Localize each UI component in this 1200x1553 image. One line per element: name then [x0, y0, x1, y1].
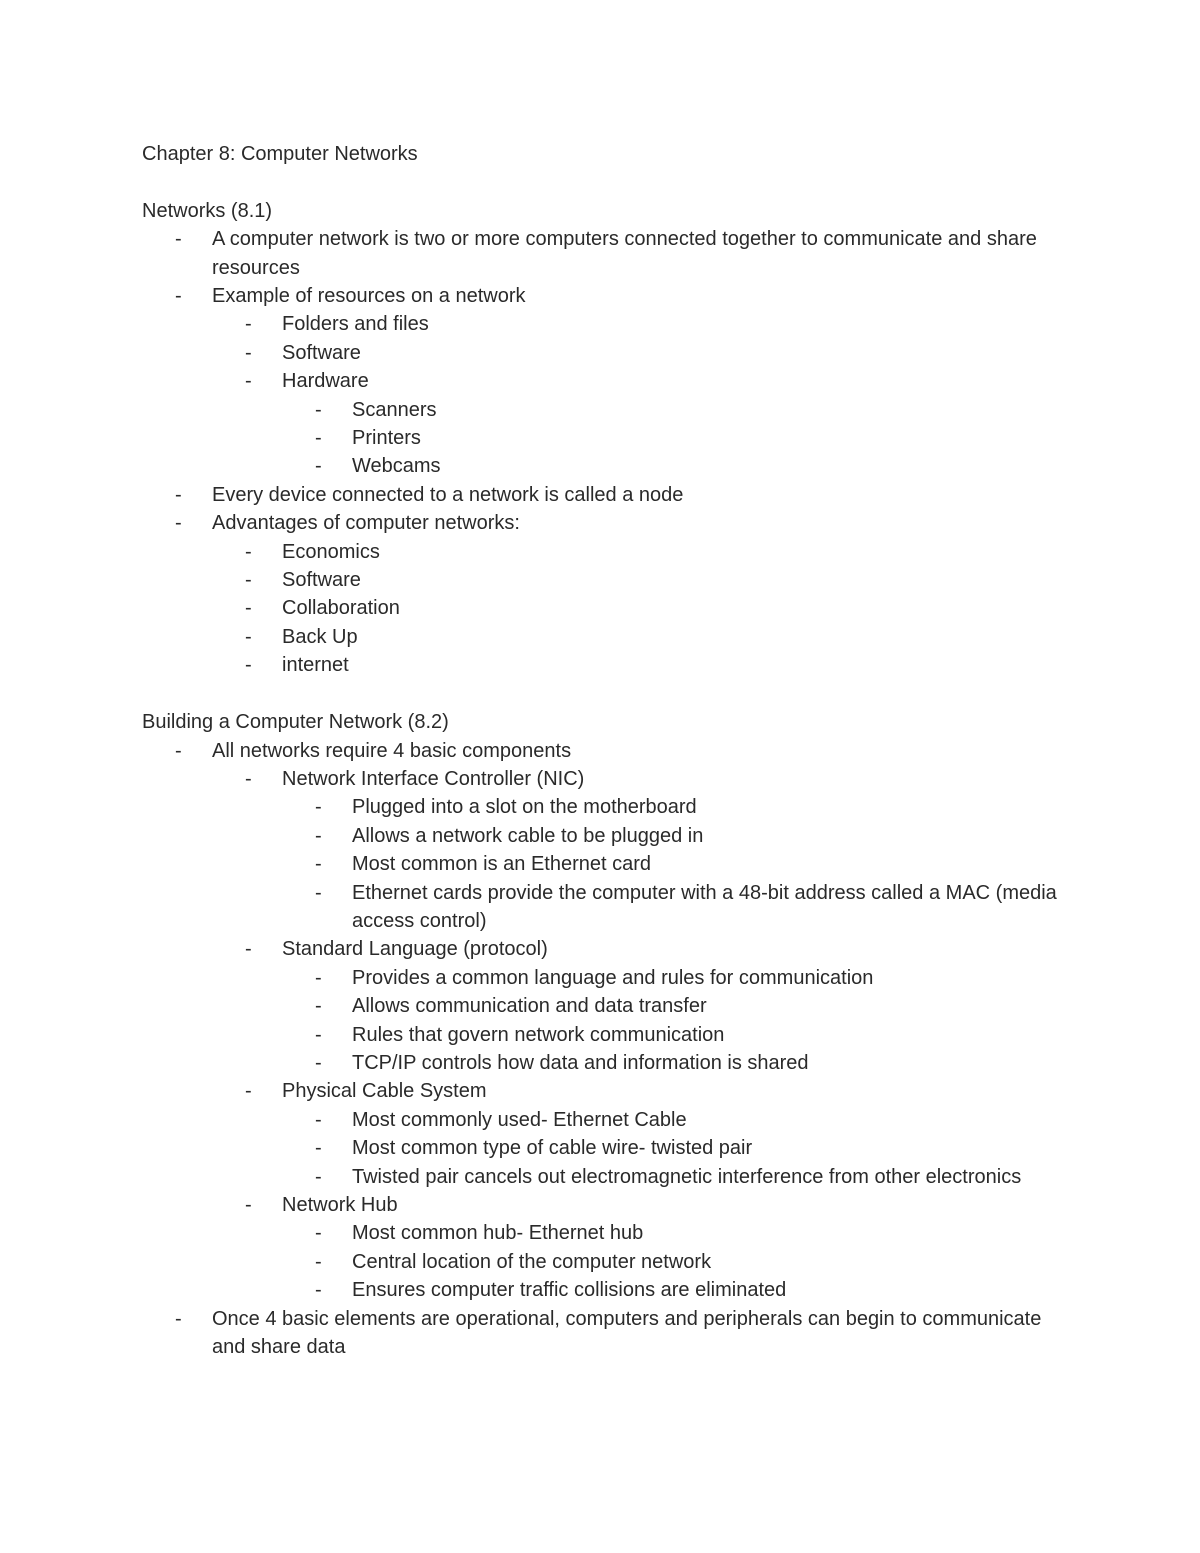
- list-item: [245, 651, 1062, 679]
- dash-bullet: -: [245, 313, 252, 336]
- list-item: [315, 396, 1062, 424]
- dash-bullet: -: [315, 427, 322, 450]
- dash-bullet: -: [245, 597, 252, 620]
- list-item-text: Standard Language (protocol): [282, 938, 548, 961]
- list-item-text: Folders and files: [282, 313, 429, 336]
- list-item: [245, 765, 1062, 935]
- dash-bullet: -: [245, 625, 252, 648]
- list-item-text: Most common hub- Ethernet hub: [352, 1222, 644, 1245]
- list-item: [315, 850, 1062, 878]
- dash-bullet: -: [315, 966, 322, 989]
- list-item-text: Provides a common language and rules for communication: [352, 966, 874, 989]
- list-item: [315, 1049, 1062, 1077]
- bullet-list-level-1: [142, 225, 1062, 680]
- list-item-text: Rules that govern network communication: [352, 1023, 725, 1046]
- list-item-text: internet: [282, 654, 349, 677]
- list-item: [315, 992, 1062, 1020]
- bullet-list-level-3: [282, 964, 1062, 1078]
- dash-bullet: -: [245, 569, 252, 592]
- list-item-text: Printers: [352, 427, 421, 450]
- bullet-list-level-3: [282, 1219, 1062, 1304]
- list-item-text: Physical Cable System: [282, 1080, 487, 1103]
- list-item-text: Advantages of computer networks:: [212, 512, 520, 535]
- list-item: [175, 282, 1062, 481]
- dash-bullet: -: [175, 285, 182, 308]
- list-item: [175, 1305, 1062, 1362]
- bullet-list-level-3: [282, 1106, 1062, 1191]
- bullet-list-level-2: [212, 765, 1062, 1305]
- list-item: [175, 737, 1062, 1305]
- dash-bullet: -: [315, 1051, 322, 1074]
- list-item: [175, 225, 1062, 282]
- bullet-list-level-3: [282, 396, 1062, 481]
- dash-bullet: -: [175, 739, 182, 762]
- list-item-text: Every device connected to a network is called a node: [212, 483, 684, 506]
- list-item-text: Allows communication and data transfer: [352, 995, 707, 1018]
- bullet-list-level-3: [282, 793, 1062, 935]
- list-item: [245, 1077, 1062, 1191]
- list-item: [315, 964, 1062, 992]
- document-body: [142, 140, 1062, 1361]
- spacer: [142, 680, 1062, 708]
- section-heading: Networks (8.1): [142, 199, 273, 222]
- list-item: [315, 822, 1062, 850]
- list-item: [245, 538, 1062, 566]
- list-item: [315, 1106, 1062, 1134]
- dash-bullet: -: [245, 654, 252, 677]
- list-item-text: Collaboration: [282, 597, 400, 620]
- dash-bullet: -: [175, 1307, 182, 1330]
- dash-bullet: -: [245, 370, 252, 393]
- list-item-text: Most common is an Ethernet card: [352, 853, 652, 876]
- dash-bullet: -: [315, 1165, 322, 1188]
- list-item-text: Network Hub: [282, 1194, 398, 1216]
- list-item-text: All networks require 4 basic components: [212, 739, 572, 762]
- dash-bullet: -: [175, 483, 182, 506]
- list-item-text: Plugged into a slot on the motherboard: [352, 796, 697, 819]
- list-item: [315, 1021, 1062, 1049]
- dash-bullet: -: [315, 853, 322, 876]
- dash-bullet: -: [245, 341, 252, 364]
- list-item: [245, 566, 1062, 594]
- sections-container: [142, 197, 1062, 1362]
- section-heading: Building a Computer Network (8.2): [142, 711, 449, 734]
- list-item: [175, 509, 1062, 679]
- list-item: [315, 452, 1062, 480]
- list-item-text: Ethernet cards provide the computer with a 48-bit address called a MAC (media access control): [352, 881, 1057, 932]
- list-item-text: Ensures computer traffic collisions are eliminated: [352, 1279, 787, 1302]
- dash-bullet: -: [315, 995, 322, 1018]
- list-item: [245, 623, 1062, 651]
- dash-bullet: -: [315, 1108, 322, 1131]
- list-item-text: Software: [282, 569, 361, 592]
- dash-bullet: -: [175, 512, 182, 535]
- list-item-text: Central location of the computer network: [352, 1250, 712, 1273]
- list-item: [315, 1276, 1062, 1304]
- list-item: [245, 367, 1062, 481]
- bullet-list-level-2: [212, 310, 1062, 480]
- list-item-text: Back Up: [282, 625, 358, 648]
- list-item: [315, 1134, 1062, 1162]
- list-item: [315, 1163, 1062, 1191]
- list-item-text: Hardware: [282, 370, 369, 393]
- list-item-text: Twisted pair cancels out electromagnetic interference from other electronics: [352, 1165, 1022, 1188]
- spacer: [142, 168, 1062, 196]
- list-item: [245, 594, 1062, 622]
- outline-section: [142, 197, 1062, 680]
- list-item: [245, 310, 1062, 338]
- list-item-text: Allows a network cable to be plugged in: [352, 824, 704, 847]
- bullet-list-level-2: [212, 538, 1062, 680]
- list-item-text: Economics: [282, 540, 380, 563]
- list-item-text: Scanners: [352, 398, 437, 421]
- list-item: [245, 339, 1062, 367]
- list-item-text: Most common type of cable wire- twisted pair: [352, 1137, 753, 1160]
- dash-bullet: -: [315, 1222, 322, 1245]
- dash-bullet: -: [245, 938, 252, 961]
- dash-bullet: -: [315, 1250, 322, 1273]
- list-item: [315, 793, 1062, 821]
- dash-bullet: -: [175, 228, 182, 251]
- dash-bullet: -: [315, 1023, 322, 1046]
- list-item-text: Example of resources on a network: [212, 285, 526, 308]
- dash-bullet: -: [315, 1279, 322, 1302]
- dash-bullet: -: [315, 881, 322, 904]
- list-item: [315, 1219, 1062, 1247]
- list-item: [315, 1248, 1062, 1276]
- dash-bullet: -: [315, 824, 322, 847]
- dash-bullet: -: [245, 540, 252, 563]
- list-item-text: A computer network is two or more computers connected together to communicate and share resources: [212, 228, 1037, 279]
- list-item-text: Software: [282, 341, 361, 364]
- list-item-text: Most commonly used- Ethernet Cable: [352, 1108, 687, 1131]
- list-item: [245, 1191, 1062, 1305]
- list-item: [315, 879, 1062, 936]
- list-item: [245, 935, 1062, 1077]
- dash-bullet: -: [315, 796, 322, 819]
- dash-bullet: -: [315, 455, 322, 478]
- list-item: [315, 424, 1062, 452]
- dash-bullet: -: [315, 398, 322, 421]
- list-item-text: TCP/IP controls how data and information is shared: [352, 1051, 809, 1074]
- document-title: Chapter 8: Computer Networks: [142, 143, 418, 165]
- list-item: [175, 481, 1062, 509]
- dash-bullet: -: [245, 1080, 252, 1103]
- outline-section: [142, 708, 1062, 1361]
- dash-bullet: -: [245, 1194, 252, 1216]
- list-item-text: Webcams: [352, 455, 441, 478]
- bullet-list-level-1: [142, 737, 1062, 1362]
- dash-bullet: -: [315, 1137, 322, 1160]
- list-item-text: Network Interface Controller (NIC): [282, 767, 585, 790]
- list-item-text: Once 4 basic elements are operational, computers and peripherals can begin to communicate and share data: [212, 1307, 1042, 1359]
- dash-bullet: -: [245, 767, 252, 790]
